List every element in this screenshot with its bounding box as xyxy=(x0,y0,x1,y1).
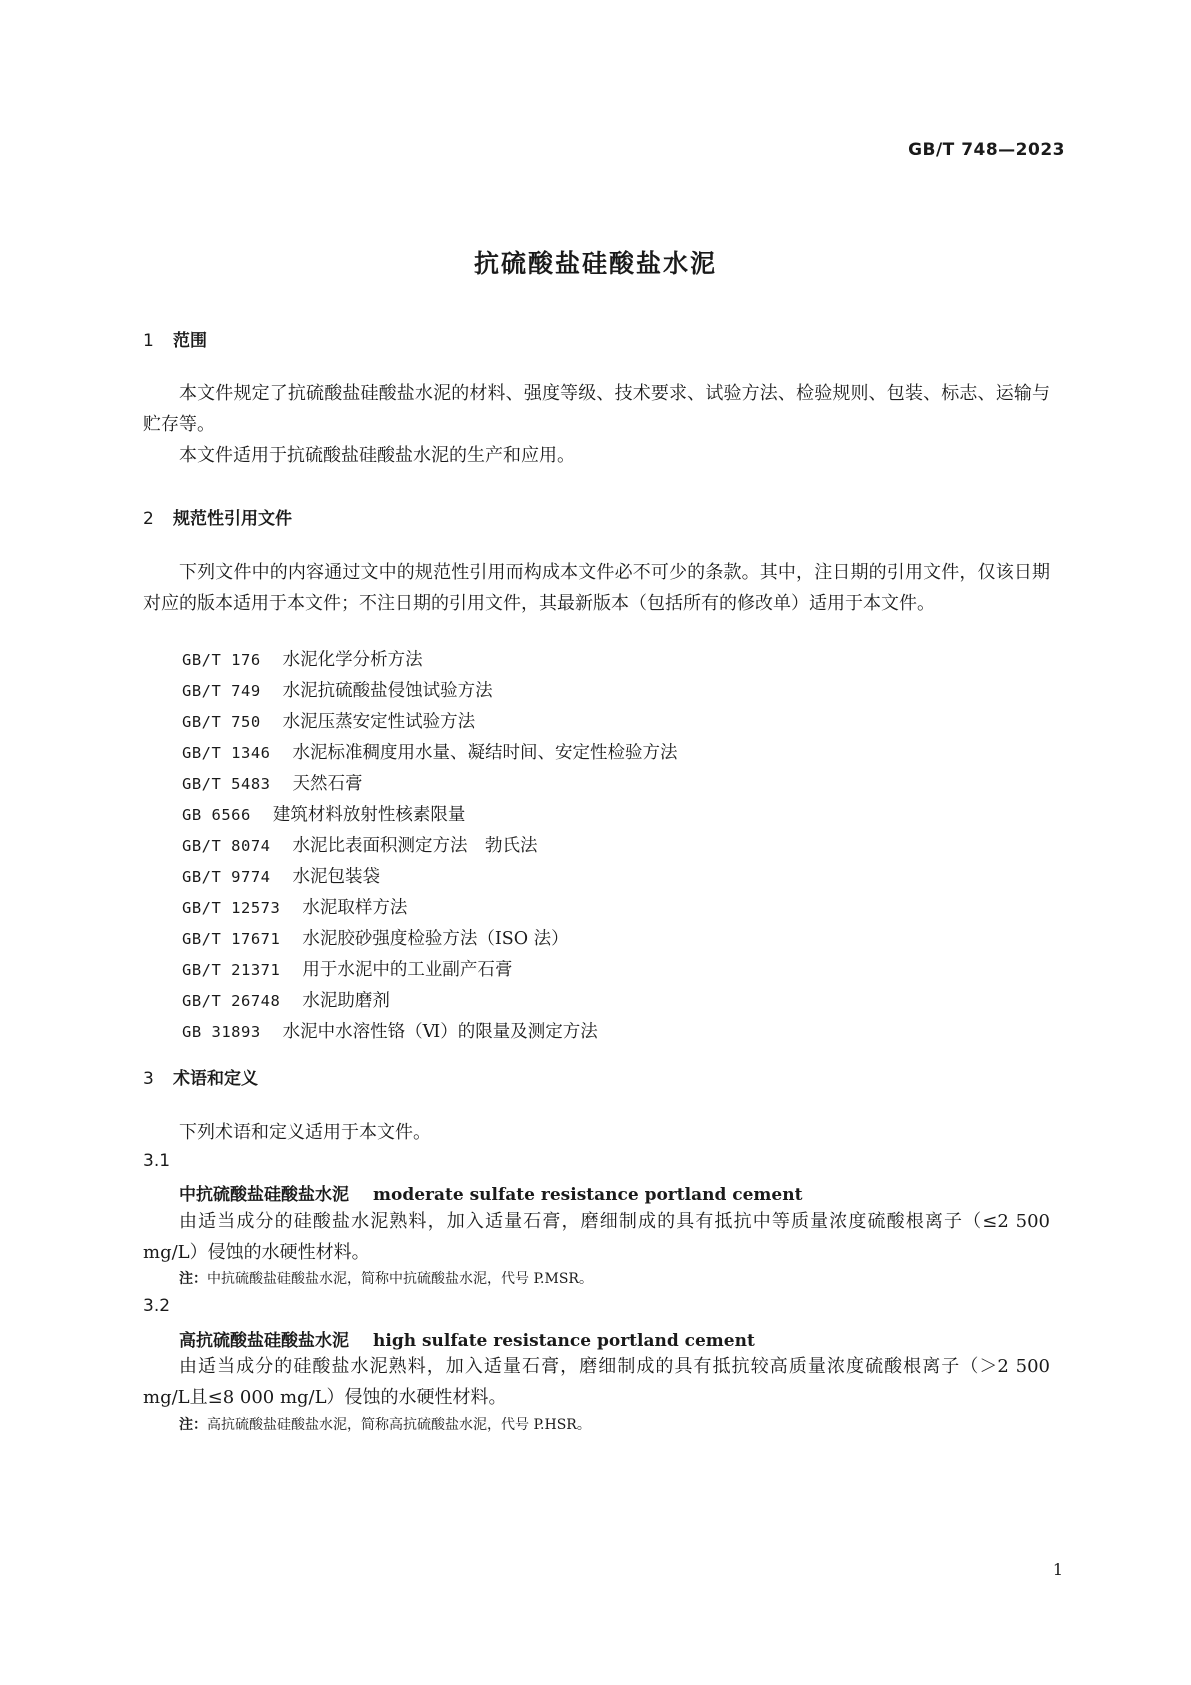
section-heading-scope xyxy=(143,326,207,351)
section-number: 3 xyxy=(143,1069,154,1089)
reference-item xyxy=(182,676,678,707)
reference-code: GB 6566 xyxy=(182,806,251,824)
term-heading xyxy=(179,1180,802,1205)
document-title: 抗硫酸盐硅酸盐水泥 xyxy=(473,249,717,278)
term-en: high sulfate resistance portland cement xyxy=(373,1331,755,1351)
section-number: 2 xyxy=(143,509,154,529)
note-text: 中抗硫酸盐硅酸盐水泥，简称中抗硫酸盐水泥，代号 P.MSR。 xyxy=(207,1271,593,1287)
reference-title: 水泥取样方法 xyxy=(302,898,408,918)
reference-item xyxy=(182,986,678,1017)
term-note xyxy=(179,1268,593,1288)
section-heading-normative-refs xyxy=(143,504,292,529)
reference-code: GB/T 749 xyxy=(182,682,261,700)
term-en: moderate sulfate resistance portland cement xyxy=(373,1185,803,1205)
reference-code: GB/T 17671 xyxy=(182,930,281,948)
term-definition: 由适当成分的硅酸盐水泥熟料，加入适量石膏，磨细制成的具有抵抗中等质量浓度硫酸根离子（≤2 500 mg/L）侵蚀的水硬性材料。 xyxy=(143,1211,1050,1263)
reference-item xyxy=(182,862,678,893)
clause-number: 3.1 xyxy=(143,1151,171,1171)
scope-paragraph: 本文件适用于抗硫酸盐硅酸盐水泥的生产和应用。 xyxy=(179,445,575,466)
scope-paragraph: 本文件规定了抗硫酸盐硅酸盐水泥的材料、强度等级、技术要求、试验方法、检验规则、包装、标志、运输与贮存等。 xyxy=(143,383,1050,435)
terms-intro: 下列术语和定义适用于本文件。 xyxy=(179,1122,431,1143)
reference-item xyxy=(182,738,678,769)
reference-code: GB/T 8074 xyxy=(182,837,271,855)
reference-code: GB/T 5483 xyxy=(182,775,271,793)
reference-title: 天然石膏 xyxy=(292,774,363,794)
reference-item xyxy=(182,955,678,986)
reference-item xyxy=(182,800,678,831)
reference-item xyxy=(182,1017,678,1048)
reference-code: GB/T 1346 xyxy=(182,744,271,762)
reference-item xyxy=(182,831,678,862)
reference-item xyxy=(182,707,678,738)
reference-list xyxy=(182,645,678,1048)
reference-title: 水泥中水溶性铬（Ⅵ）的限量及测定方法 xyxy=(282,1022,598,1042)
section-title: 规范性引用文件 xyxy=(173,509,292,529)
note-text: 高抗硫酸盐硅酸盐水泥，简称高抗硫酸盐水泥，代号 P.HSR。 xyxy=(207,1417,591,1433)
section-number: 1 xyxy=(143,331,154,351)
reference-code: GB/T 9774 xyxy=(182,868,271,886)
term-heading xyxy=(179,1326,755,1351)
reference-code: GB/T 21371 xyxy=(182,961,281,979)
reference-code: GB/T 176 xyxy=(182,651,261,669)
note-label: 注： xyxy=(179,1271,207,1287)
reference-item xyxy=(182,769,678,800)
section-heading-terms xyxy=(143,1064,258,1089)
section-title: 术语和定义 xyxy=(173,1069,258,1089)
term-cn: 高抗硫酸盐硅酸盐水泥 xyxy=(179,1331,349,1351)
term-note xyxy=(179,1414,591,1434)
page-number: 1 xyxy=(1052,1560,1063,1579)
reference-item xyxy=(182,893,678,924)
reference-code: GB 31893 xyxy=(182,1023,261,1041)
reference-title: 水泥助磨剂 xyxy=(302,991,390,1011)
section-title: 范围 xyxy=(173,331,207,351)
standard-code: GB/T 748—2023 xyxy=(908,140,1065,160)
reference-title: 建筑材料放射性核素限量 xyxy=(272,805,466,825)
reference-title: 水泥标准稠度用水量、凝结时间、安定性检验方法 xyxy=(292,743,678,763)
reference-code: GB/T 26748 xyxy=(182,992,281,1010)
reference-title: 水泥比表面积测定方法 勃氏法 xyxy=(292,836,538,856)
reference-title: 用于水泥中的工业副产石膏 xyxy=(302,960,513,980)
reference-title: 水泥包装袋 xyxy=(292,867,380,887)
reference-item xyxy=(182,645,678,676)
term-cn: 中抗硫酸盐硅酸盐水泥 xyxy=(179,1185,349,1205)
reference-code: GB/T 12573 xyxy=(182,899,281,917)
reference-title: 水泥抗硫酸盐侵蚀试验方法 xyxy=(282,681,493,701)
normative-refs-intro: 下列文件中的内容通过文中的规范性引用而构成本文件必不可少的条款。其中，注日期的引用文件，仅该日期对应的版本适用于本文件；不注日期的引用文件，其最新版本（包括所有的修改单）适用于本文件。 xyxy=(143,562,1050,614)
term-definition: 由适当成分的硅酸盐水泥熟料，加入适量石膏，磨细制成的具有抵抗较高质量浓度硫酸根离子（＞2 500 mg/L且≤8 000 mg/L）侵蚀的水硬性材料。 xyxy=(143,1356,1050,1408)
reference-title: 水泥压蒸安定性试验方法 xyxy=(282,712,476,732)
reference-title: 水泥胶砂强度检验方法（ISO 法） xyxy=(302,929,569,949)
reference-item xyxy=(182,924,678,955)
note-label: 注： xyxy=(179,1417,207,1433)
reference-title: 水泥化学分析方法 xyxy=(282,650,423,670)
reference-code: GB/T 750 xyxy=(182,713,261,731)
clause-number: 3.2 xyxy=(143,1296,171,1316)
